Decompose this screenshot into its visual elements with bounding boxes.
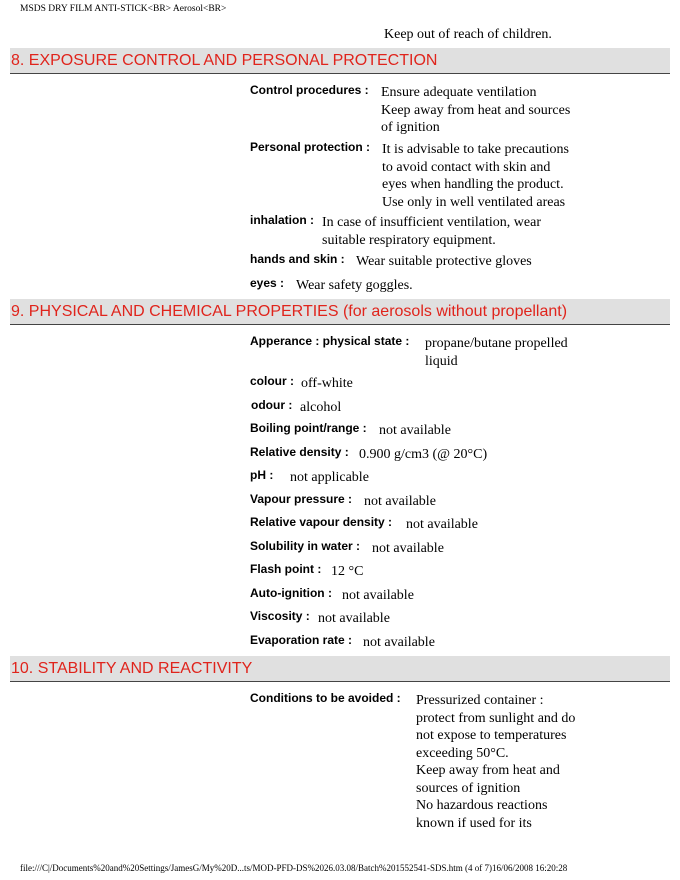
section-10-title: 10. STABILITY AND REACTIVITY bbox=[11, 660, 253, 677]
row-label: pH : bbox=[250, 468, 274, 482]
row-value: 0.900 g/cm3 (@ 20°C) bbox=[359, 447, 488, 462]
row-value: alcohol bbox=[300, 400, 342, 415]
row-value: not available bbox=[342, 588, 414, 603]
row-label: colour : bbox=[250, 374, 294, 388]
section-9-header bbox=[10, 299, 670, 325]
row-label: odour : bbox=[251, 398, 293, 412]
section-9-title: 9. PHYSICAL AND CHEMICAL PROPERTIES (for aerosols without propellant) bbox=[11, 303, 568, 320]
row-label: Conditions to be avoided : bbox=[250, 691, 401, 705]
page-header: MSDS DRY FILM ANTI-STICK<BR> Aerosol<BR> bbox=[20, 4, 227, 14]
row-label: Apperance : physical state : bbox=[250, 334, 410, 348]
row-value: off-white bbox=[301, 376, 353, 391]
row-label: Auto-ignition : bbox=[250, 586, 332, 600]
row-label: Personal protection : bbox=[250, 140, 371, 154]
row-value: In case of insufficient ventilation, wear suitable respiratory equipment. bbox=[322, 215, 541, 248]
row-label: eyes : bbox=[250, 276, 285, 290]
section-8-header bbox=[10, 48, 670, 74]
row-value: Pressurized container : protect from sunlight and do not expose to temperatures exceeding 50°C. Keep away from heat and sources of ignition No hazardous reactions known if used for its bbox=[416, 693, 576, 831]
row-value: propane/butane propelled liquid bbox=[425, 336, 568, 369]
row-value: not available bbox=[363, 635, 435, 650]
row-value: not available bbox=[379, 423, 451, 438]
row-label: Relative density : bbox=[250, 445, 349, 459]
row-value: not applicable bbox=[290, 470, 369, 485]
row-value: It is advisable to take precautions to avoid contact with skin and eyes when handling the product. Use only in well ventilated areas bbox=[382, 142, 569, 210]
row-value: Wear suitable protective gloves bbox=[356, 254, 532, 269]
section-8-title: 8. EXPOSURE CONTROL AND PERSONAL PROTECTION bbox=[11, 52, 438, 69]
row-value: 12 °C bbox=[331, 564, 364, 579]
row-label: Viscosity : bbox=[250, 609, 310, 623]
row-label: Control procedures : bbox=[250, 83, 369, 97]
row-value: not available bbox=[372, 541, 444, 556]
top-text: Keep out of reach of children. bbox=[384, 27, 552, 42]
row-label: Relative vapour density : bbox=[250, 515, 393, 529]
row-label: Boiling point/range : bbox=[250, 421, 367, 435]
row-value: not available bbox=[364, 494, 436, 509]
row-value: Wear safety goggles. bbox=[296, 278, 413, 293]
page-footer: file:///C|/Documents%20and%20Settings/JamesG/My%20D...ts/MOD-PFD-DS%2026.03.08/Batch%201552541-SDS.htm (4 of 7)16/06/2008 16:20:28 bbox=[20, 863, 568, 873]
row-label: Flash point : bbox=[250, 562, 322, 576]
row-label: Evaporation rate : bbox=[250, 633, 353, 647]
section-10-header bbox=[10, 656, 670, 682]
row-label: Vapour pressure : bbox=[250, 492, 353, 506]
row-value: Ensure adequate ventilation Keep away from heat and sources of ignition bbox=[381, 85, 571, 135]
row-label: hands and skin : bbox=[250, 252, 345, 266]
row-value: not available bbox=[406, 517, 478, 532]
row-value: not available bbox=[318, 611, 390, 626]
row-label: Solubility in water : bbox=[250, 539, 361, 553]
row-label: inhalation : bbox=[250, 213, 314, 227]
